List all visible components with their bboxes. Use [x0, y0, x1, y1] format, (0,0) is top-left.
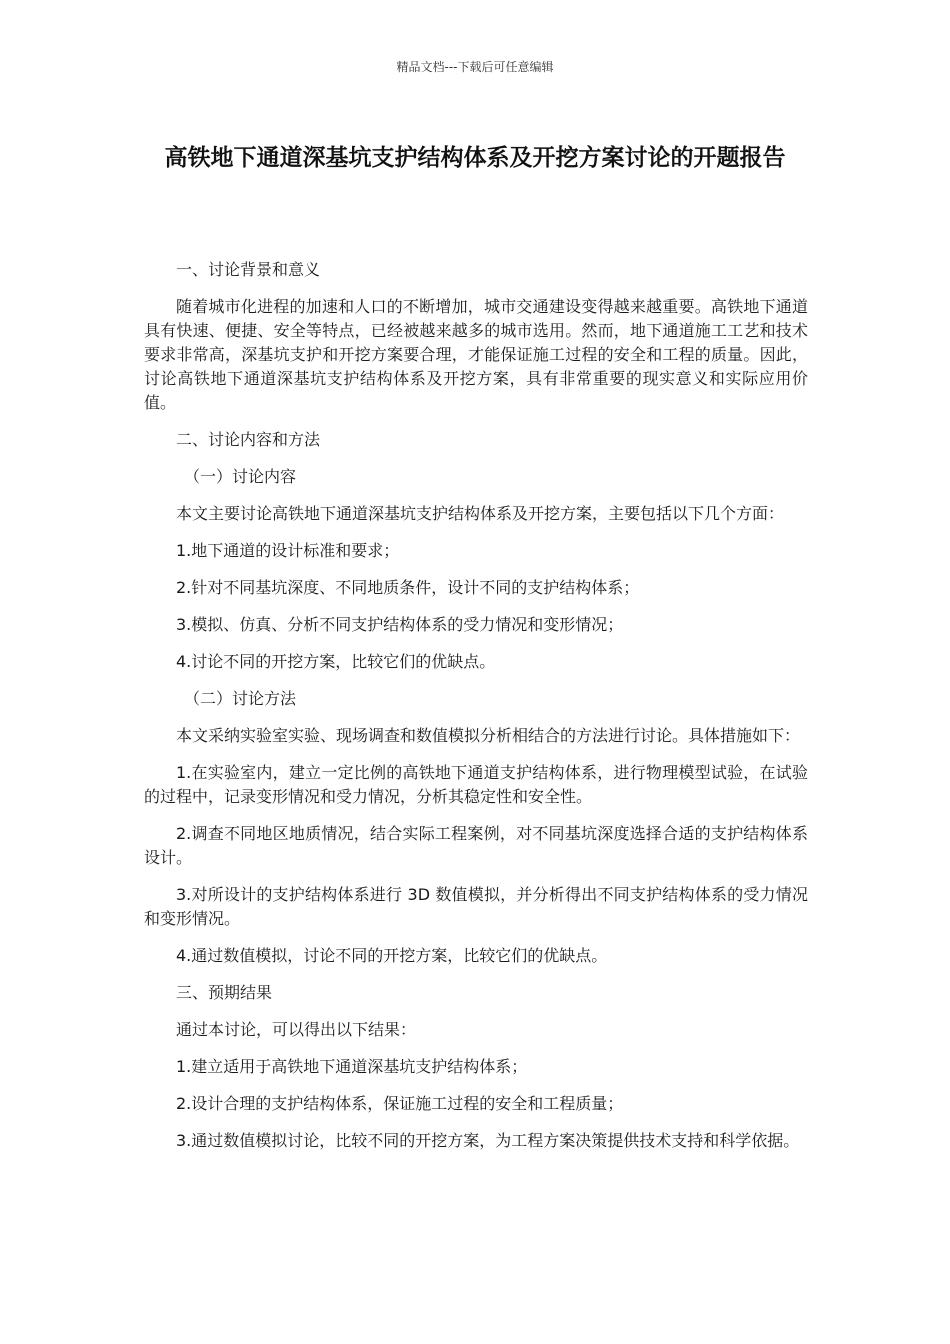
list-item: 3.模拟、仿真、分析不同支护结构体系的受力情况和变形情况；	[176, 615, 624, 634]
section-heading-3: 三、预期结果	[176, 983, 273, 1002]
paragraph-content-intro: 本文主要讨论高铁地下通道深基坑支护结构体系及开挖方案，主要包括以下几个方面：	[176, 504, 785, 523]
list-item: 1.在实验室内，建立一定比例的高铁地下通道支护结构体系，进行物理模型试验，在试验的过程中，记录变形情况和受力情况，分析其稳定性和安全性。	[144, 763, 808, 806]
page-header: 精品文档---下载后可任意编辑	[396, 60, 554, 74]
list-item: 4.通过数值模拟，讨论不同的开挖方案，比较它们的优缺点。	[176, 946, 608, 965]
list-item: 1.建立适用于高铁地下通道深基坑支护结构体系；	[176, 1057, 528, 1076]
list-item: 2.调查不同地区地质情况，结合实际工程案例，对不同基坑深度选择合适的支护结构体系设计。	[144, 824, 808, 867]
list-item: 1.地下通道的设计标准和要求；	[176, 541, 400, 560]
section-heading-2: 二、讨论内容和方法	[176, 430, 321, 449]
document-title: 高铁地下通道深基坑支护结构体系及开挖方案讨论的开题报告	[164, 145, 786, 171]
subsection-heading-method: （二）讨论方法	[184, 689, 297, 708]
list-item: 2.针对不同基坑深度、不同地质条件，设计不同的支护结构体系；	[176, 578, 640, 597]
section-heading-1: 一、讨论背景和意义	[176, 260, 321, 279]
document-body	[144, 258, 808, 1166]
paragraph-method-intro: 本文采纳实验室实验、现场调查和数值模拟分析相结合的方法进行讨论。具体措施如下：	[176, 726, 801, 745]
list-item: 3.通过数值模拟讨论，比较不同的开挖方案，为工程方案决策提供技术支持和科学依据。	[176, 1131, 800, 1150]
list-item: 4.讨论不同的开挖方案，比较它们的优缺点。	[176, 652, 496, 671]
list-item: 2.设计合理的支护结构体系，保证施工过程的安全和工程质量；	[176, 1094, 624, 1113]
paragraph-results-intro: 通过本讨论，可以得出以下结果：	[176, 1020, 417, 1039]
paragraph-background: 随着城市化进程的加速和人口的不断增加，城市交通建设变得越来越重要。高铁地下通道具有快速、便捷、安全等特点，已经被越来越多的城市选用。然而，地下通道施工工艺和技术要求非常高，深基坑支护和开挖方案要合理，才能保证施工过程的安全和工程的质量。因此，讨论高铁地下通道深基坑支护结构体系及开挖方案，具有非常重要的现实意义和实际应用价值。	[144, 297, 808, 412]
subsection-heading-content: （一）讨论内容	[184, 467, 297, 486]
list-item: 3.对所设计的支护结构体系进行 3D 数值模拟，并分析得出不同支护结构体系的受力情况和变形情况。	[144, 885, 808, 928]
